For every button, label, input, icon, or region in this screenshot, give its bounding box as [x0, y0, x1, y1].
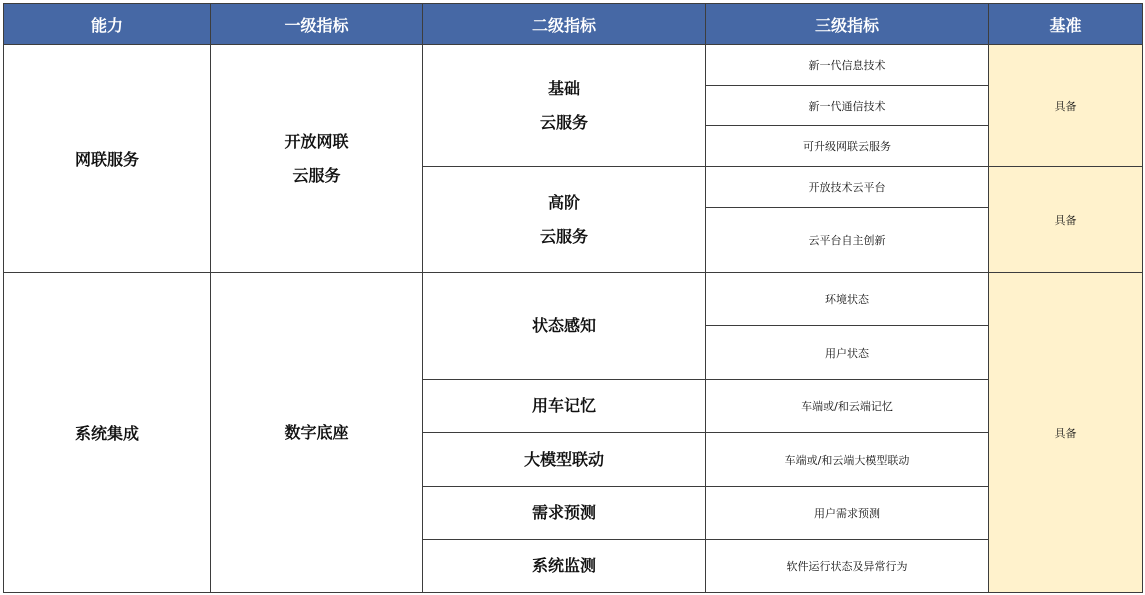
baseline-cell: 具备 — [989, 167, 1143, 273]
baseline-cell: 具备 — [989, 273, 1143, 593]
header-baseline: 基准 — [989, 4, 1143, 45]
level3-cell: 新一代信息技术 — [706, 45, 989, 86]
level1-cell: 数字底座 — [211, 273, 423, 593]
level2-line: 云服务 — [539, 112, 588, 132]
header-level2: 二级指标 — [423, 4, 706, 45]
level3-cell: 车端或/和云端大模型联动 — [706, 433, 989, 487]
level1-line: 开放网联 — [284, 131, 349, 151]
table-row — [4, 273, 1143, 326]
level2-cell: 系统监测 — [423, 540, 706, 593]
baseline-cell: 具备 — [989, 45, 1143, 167]
level1-cell — [211, 45, 423, 273]
header-level1: 一级指标 — [211, 4, 423, 45]
level1-line: 云服务 — [292, 165, 341, 185]
level2-line: 高阶 — [547, 192, 580, 212]
level2-line: 云服务 — [539, 226, 588, 246]
header-level3: 三级指标 — [706, 4, 989, 45]
level3-cell: 用户需求预测 — [706, 487, 989, 540]
ability-cell: 系统集成 — [4, 273, 211, 593]
level2-cell — [423, 167, 706, 273]
level3-cell: 云平台自主创新 — [706, 208, 989, 273]
level2-cell — [423, 45, 706, 167]
level2-cell: 大模型联动 — [423, 433, 706, 487]
level3-cell: 可升级网联云服务 — [706, 126, 989, 167]
level3-cell: 开放技术云平台 — [706, 167, 989, 208]
level3-cell: 新一代通信技术 — [706, 86, 989, 126]
level2-cell: 用车记忆 — [423, 380, 706, 433]
level2-cell: 需求预测 — [423, 487, 706, 540]
header-ability: 能力 — [4, 4, 211, 45]
level3-cell: 用户状态 — [706, 326, 989, 380]
table-row — [4, 45, 1143, 86]
indicator-table — [3, 3, 1143, 593]
level3-cell: 车端或/和云端记忆 — [706, 380, 989, 433]
level3-cell: 软件运行状态及异常行为 — [706, 540, 989, 593]
header-row — [4, 4, 1143, 45]
ability-cell: 网联服务 — [4, 45, 211, 273]
level2-cell: 状态感知 — [423, 273, 706, 380]
level3-cell: 环境状态 — [706, 273, 989, 326]
level2-line: 基础 — [547, 78, 580, 98]
